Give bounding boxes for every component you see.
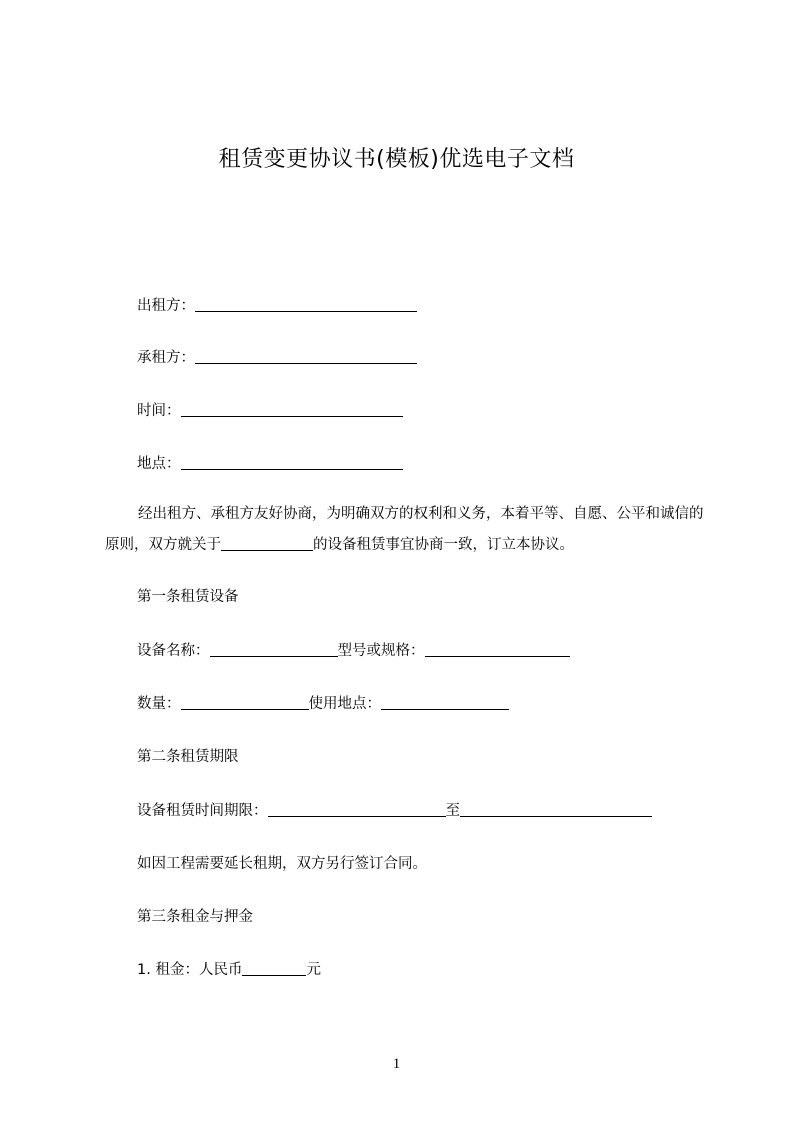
rent-line (137, 958, 321, 979)
time-blank[interactable] (181, 402, 403, 417)
model-label: 型号或规格： (337, 643, 425, 659)
document-title: 租赁变更协议书(模板)优选电子文档 (218, 147, 575, 172)
quantity-label: 数量： (137, 696, 181, 712)
extension-note: 如因工程需要延长租期，双方另行签订合同。 (137, 856, 427, 872)
intro-text-part2: 的设备租赁事宜协商一致，订立本协议。 (313, 537, 574, 553)
page-number: 1 (392, 1056, 401, 1072)
period-label: 设备租赁时间期限： (137, 803, 268, 819)
period-end-blank[interactable] (460, 802, 652, 817)
place-line (137, 452, 403, 473)
lessee-line (137, 346, 417, 367)
device-line (137, 639, 570, 660)
place-label: 地点： (137, 456, 181, 472)
quantity-blank[interactable] (181, 695, 309, 710)
quantity-line (137, 692, 509, 713)
lessee-blank[interactable] (195, 349, 417, 364)
intro-paragraph (105, 499, 705, 561)
lessee-label: 承租方： (137, 350, 195, 366)
period-line (137, 799, 652, 820)
time-line (137, 399, 403, 420)
to-label: 至 (445, 803, 460, 819)
place-blank[interactable] (181, 455, 403, 470)
rent-amount-blank[interactable] (242, 961, 306, 976)
article3-heading: 第三条租金与押金 (137, 909, 253, 925)
rent-unit: 元 (306, 962, 321, 978)
lessor-blank[interactable] (195, 297, 417, 312)
period-start-blank[interactable] (268, 802, 446, 817)
use-place-label: 使用地点： (308, 696, 381, 712)
device-name-blank[interactable] (210, 642, 338, 657)
intro-text-part1: 经出租方、承租方友好协商，为明确双方的权利和义务，本着平等、自愿、公平和诚信的原则，双方就关于 (105, 506, 704, 553)
model-blank[interactable] (425, 642, 570, 657)
article2-heading: 第二条租赁期限 (137, 749, 239, 765)
rent-label: 1. 租金：人民币 (137, 962, 243, 978)
time-label: 时间： (137, 403, 181, 419)
lessor-line (137, 294, 417, 315)
lessor-label: 出租方： (137, 298, 195, 314)
article1-heading: 第一条租赁设备 (137, 589, 239, 605)
intro-subject-blank[interactable] (221, 536, 313, 551)
use-place-blank[interactable] (381, 695, 509, 710)
device-name-label: 设备名称： (137, 643, 210, 659)
